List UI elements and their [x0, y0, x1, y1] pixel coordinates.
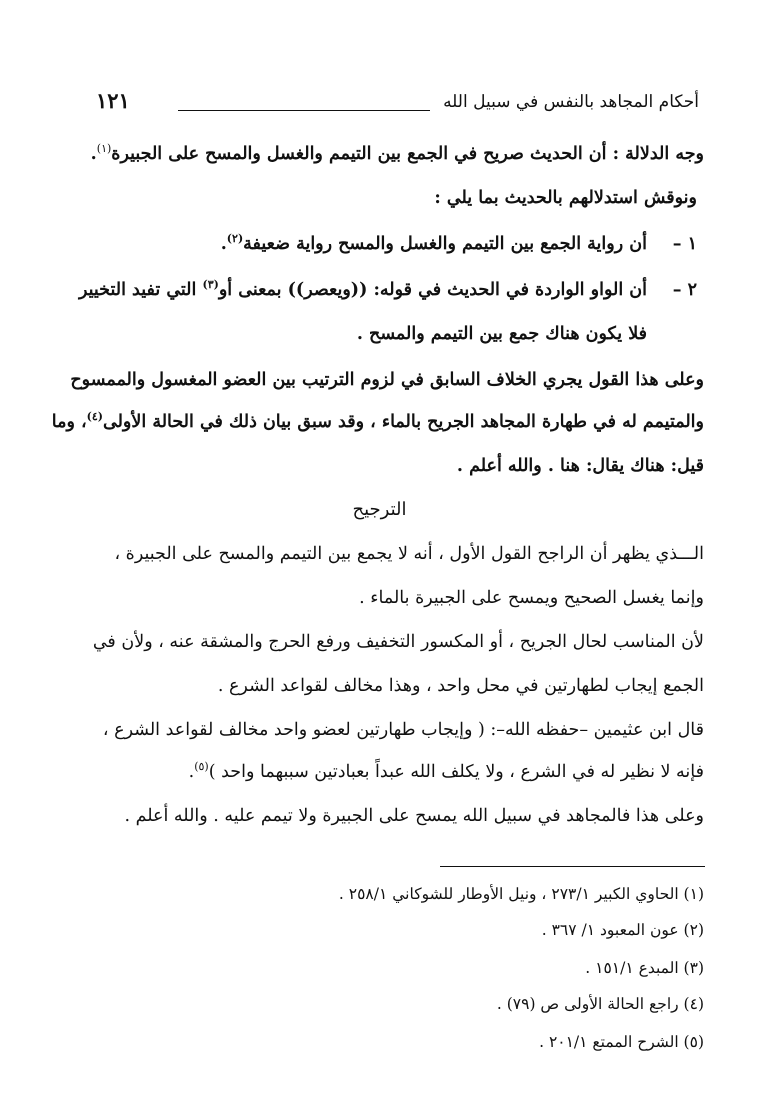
para1-line2-b: ، وما [51, 412, 87, 432]
footnote-2: (٢) عون المعبود ١/ ٣٦٧ . [541, 921, 704, 939]
nuqish-line: ونوقش استدلالهم بالحديث بما يلي : [434, 188, 697, 208]
item-1-number: ١ – [672, 234, 697, 254]
para2-line2: وإنما يغسل الصحيح ويمسح على الجبيرة بالماء . [359, 588, 704, 608]
footnote-3: (٣) المبدع ١٥١/١ . [585, 959, 704, 977]
section-heading: الترجيح [352, 499, 407, 520]
page-number: ١٢١ [96, 88, 130, 113]
footnote-4: (٤) راجع الحالة الأولى ص (٧٩) . [496, 995, 704, 1013]
para1-line1: وعلى هذا القول يجري الخلاف السابق في لزوم الترتيب بين العضو المغسول والممسوح [70, 370, 704, 390]
para3-line1: لأن المناسب لحال الجريح ، أو المكسور التخفيف ورفع الحرج والمشقة عنه ، ولأن في [92, 632, 704, 652]
footnote-ref-4: (٤) [86, 410, 104, 424]
wajh-line: وجه الدلالة : أن الحديث صريح في الجمع بين التيمم والغسل والمسح على الجبيرة$^{(١)}$. [90, 142, 704, 164]
para3-line2: الجمع إيجاب لطهارتين في محل واحد ، وهذا مخالف لقواعد الشرع . [217, 676, 704, 696]
footnote-5: (٥) الشرح الممتع ٢٠١/١ . [539, 1033, 704, 1051]
para5: وعلى هذا فالمجاهد في سبيل الله يمسح على الجبيرة ولا تيمم عليه . والله أعلم . [124, 806, 704, 826]
item-2-body-a: أن الواو الواردة في الحديث في قوله: ((ويعصر)) بمعنى أو [218, 280, 647, 300]
para1-line2-a: والمتيمم له في طهارة المجاهد الجريح بالماء ، وقد سبق بيان ذلك في الحالة الأولى [103, 412, 704, 432]
para1-line3: قيل: هناك يقال: هنا . والله أعلم . [456, 456, 704, 476]
footnote-rule [440, 866, 705, 867]
header-rule [178, 110, 430, 111]
para4-line2-b: . [188, 762, 195, 782]
footnote-1: (١) الحاوي الكبير ٢٧٣/١ ، ونيل الأوطار للشوكاني ٢٥٨/١ . [338, 885, 704, 903]
item-2-number: ٢ – [672, 280, 697, 300]
para2-line1: الـــذي يظهر أن الراجح القول الأول ، أنه لا يجمع بين التيمم والمسح على الجبيرة ، [114, 544, 704, 564]
footnote-ref-3: (٣) [202, 278, 219, 292]
item-2-text [47, 276, 647, 304]
para4-line2-a: فإنه لا نظير له في الشرع ، ولا يكلف الله عبداً بعبادتين سببهما واحد ) [208, 762, 704, 782]
item-1-text: أن رواية الجمع بين التيمم والغسل والمسح رواية ضعيفة$^{(٢)}$. [220, 232, 647, 254]
footnote-ref-5: (٥) [194, 760, 209, 774]
para4-line2 [49, 758, 704, 786]
item-2-body-b: التي تفيد التخيير [78, 280, 203, 300]
para1-line2 [49, 408, 704, 436]
footnote-ref-1: (١) [96, 142, 112, 156]
wajh-text: أن الحديث صريح في الجمع بين التيمم والغسل والمسح على الجبيرة [111, 144, 613, 164]
running-header-title: أحكام المجاهد بالنفس في سبيل الله [443, 92, 699, 112]
item-2-line-2: فلا يكون هناك جمع بين التيمم والمسح . [356, 324, 647, 344]
wajh-label: وجه الدلالة : [612, 144, 704, 164]
item-1-body: أن رواية الجمع بين التيمم والغسل والمسح رواية ضعيفة [243, 234, 647, 254]
para4-line1: قال ابن عثيمين –حفظه الله–: ( وإيجاب طهارتين لعضو واحد مخالف لقواعد الشرع ، [102, 720, 704, 740]
footnote-ref-2: (٢) [226, 232, 244, 246]
